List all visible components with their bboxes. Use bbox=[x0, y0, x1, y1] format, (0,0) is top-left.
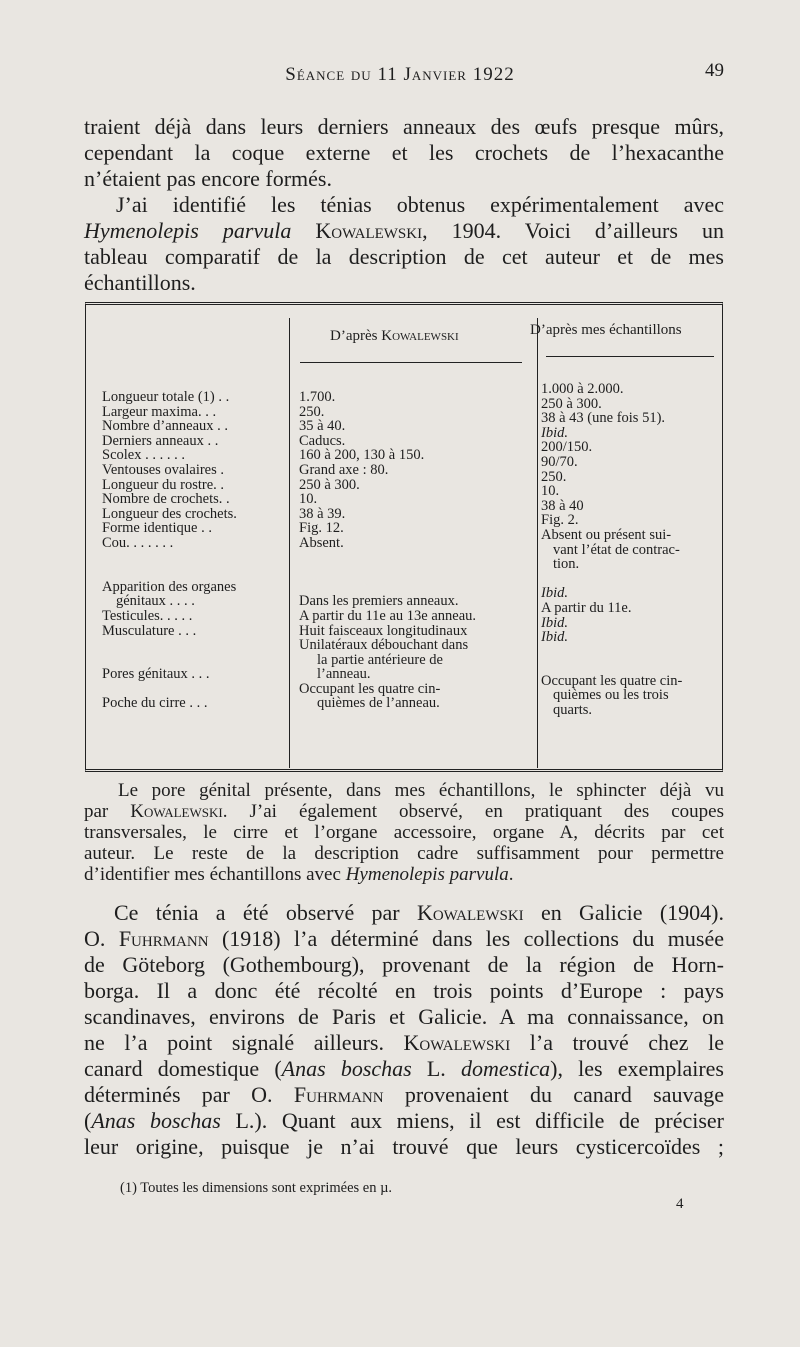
table-label: Testicules. . . . . bbox=[102, 607, 193, 624]
table-cell: 1.000 à 2.000. bbox=[541, 381, 624, 397]
table-cell: 38 à 39. bbox=[299, 505, 346, 522]
table-cell: Fig. 12. bbox=[299, 520, 344, 537]
table-cell: 10. bbox=[541, 483, 560, 500]
table-label: Largeur maxima. . . bbox=[102, 403, 217, 420]
after-table-paragraph bbox=[84, 780, 724, 885]
text-line: ne l’a point signalé ailleurs. Kowalewski l’a trouvé chez le bbox=[84, 1030, 724, 1055]
table-labels bbox=[102, 390, 237, 711]
page-number: 49 bbox=[705, 60, 724, 81]
table-cell: 10. bbox=[299, 491, 318, 508]
table-kowalewski-values bbox=[299, 390, 476, 711]
table-cell: A partir du 11e au 13e anneau. bbox=[299, 607, 477, 624]
table-cell: 250 à 300. bbox=[299, 476, 360, 493]
table-label: génitaux . . . . bbox=[116, 593, 195, 610]
text-fragment: , 1904. Voici d’ailleurs un bbox=[422, 218, 724, 243]
species-variety: domestica bbox=[460, 1056, 551, 1081]
text-line: Ce ténia a été observé par Kowalewski en Galicie (1904). bbox=[114, 900, 725, 925]
table-column-divider bbox=[289, 318, 290, 768]
table-label: Ventouses ovalaires . bbox=[102, 461, 225, 478]
table-header-kowalewski: D’après Kowalewski bbox=[330, 328, 459, 344]
species-name: Hymenolepis parvula bbox=[345, 864, 509, 885]
table-cell: 200/150. bbox=[541, 439, 593, 456]
table-label: Nombre de crochets. . bbox=[102, 491, 230, 508]
table-cell: 90/70. bbox=[541, 453, 578, 470]
text-line: leur origine, puisque je n’ai trouvé que leurs cysticercoïdes ; bbox=[84, 1134, 724, 1159]
table-label: Cou. . . . . . . bbox=[102, 534, 174, 551]
table-cell: Unilatéraux débouchant dans bbox=[299, 637, 469, 654]
table-cell: Occupant les quatre cin- bbox=[299, 680, 441, 697]
species-name: Anas boschas bbox=[281, 1056, 412, 1081]
table-header-rule bbox=[546, 356, 714, 357]
table-cell: Occupant les quatre cin- bbox=[541, 672, 683, 689]
table-cell: Absent. bbox=[299, 534, 344, 551]
table-cell: A partir du 11e. bbox=[541, 599, 632, 616]
text-line: par Kowalewski. J’ai également observé, en pratiquant des coupes bbox=[84, 801, 724, 822]
table-cell: Huit faisceaux longitudinaux bbox=[299, 622, 468, 639]
table-cell: Ibid. bbox=[541, 614, 568, 631]
table-cell: Absent ou présent sui- bbox=[541, 526, 672, 543]
text-line: (Anas boschas L.). Quant aux miens, il est difficile de préciser bbox=[84, 1108, 724, 1133]
table-cell: Ibid. bbox=[541, 424, 568, 441]
text-line: traient déjà dans leurs derniers anneaux des œufs presque mûrs, bbox=[84, 114, 724, 139]
table-header-mine: D’après mes échantillons bbox=[530, 322, 682, 338]
identification-paragraph bbox=[84, 192, 724, 296]
table-label: Poche du cirre . . . bbox=[102, 695, 208, 712]
species-name: Hymenolepis parvula bbox=[84, 218, 292, 243]
table-cell: 250 à 300. bbox=[541, 395, 602, 412]
text-line: d’identifier mes échantillons avec Hymenolepis parvula. bbox=[84, 864, 514, 885]
table-cell: 1.700. bbox=[299, 389, 336, 405]
table-cell: 250. bbox=[541, 468, 567, 485]
table-label: Nombre d’anneaux . . bbox=[102, 418, 229, 435]
table-cell: tion. bbox=[553, 556, 580, 573]
author-name: Kowalewski bbox=[315, 218, 423, 243]
table-cell: quarts. bbox=[553, 702, 593, 719]
text-line: de Göteborg (Gothembourg), provenant de la région de Horn- bbox=[84, 952, 724, 977]
text-line: borga. Il a donc été récolté en trois points d’Europe : pays bbox=[84, 978, 724, 1003]
text-line: cependant la coque externe et les crochets de l’hexacanthe bbox=[84, 140, 724, 165]
table-cell: Caducs. bbox=[299, 432, 346, 449]
text-line: transversales, le cirre et l’organe accessoire, organe A, décrits par cet bbox=[84, 822, 724, 843]
text-line: échantillons. bbox=[84, 270, 196, 295]
table-cell: vant l’état de contrac- bbox=[553, 541, 680, 558]
author-name: Fuhrmann bbox=[293, 1082, 384, 1107]
table-cell: Ibid. bbox=[541, 585, 568, 602]
table-column-divider bbox=[537, 318, 538, 768]
text-line: auteur. Le reste de la description cadre suffisamment pour permettre bbox=[84, 843, 724, 864]
table-cell: Ibid. bbox=[541, 629, 568, 646]
table-cell: Grand axe : 80. bbox=[299, 461, 389, 478]
table-cell: 250. bbox=[299, 403, 325, 420]
footnote: (1) Toutes les dimensions sont exprimées en µ. bbox=[120, 1180, 393, 1196]
table-label: Forme identique . . bbox=[102, 520, 212, 537]
text-line: scandinaves, environs de Paris et Galicie. A ma connaissance, on bbox=[84, 1004, 724, 1029]
table-label: Musculature . . . bbox=[102, 622, 197, 639]
table-cell: quièmes de l’anneau. bbox=[317, 695, 440, 712]
text-line: Le pore génital présente, dans mes échantillons, le sphincter déjà vu bbox=[118, 780, 724, 801]
table-label: Derniers anneaux . . bbox=[102, 432, 219, 449]
text-line bbox=[84, 218, 724, 244]
table-header-rule bbox=[300, 362, 522, 363]
running-header: Séance du 11 Janvier 1922 bbox=[285, 64, 515, 85]
table-cell: la partie antérieure de bbox=[317, 651, 443, 668]
table-cell: 35 à 40. bbox=[299, 418, 346, 435]
table-label: Scolex . . . . . . bbox=[102, 447, 185, 464]
table-label: Pores génitaux . . . bbox=[102, 666, 210, 683]
table-label: Longueur des crochets. bbox=[102, 505, 237, 522]
distribution-paragraph bbox=[84, 900, 724, 1160]
text-line: J’ai identifié les ténias obtenus expérimentalement avec bbox=[116, 192, 724, 217]
text-line: tableau comparatif de la description de cet auteur et de mes bbox=[84, 244, 724, 269]
author-name: Kowalewski bbox=[416, 900, 524, 925]
table-mine-values bbox=[541, 382, 682, 718]
text-line: n’étaient pas encore formés. bbox=[84, 166, 332, 191]
author-name: Fuhrmann bbox=[118, 926, 209, 951]
author-name: Kowalewski bbox=[130, 801, 223, 822]
table-cell: 38 à 43 (une fois 51). bbox=[541, 410, 666, 427]
table-cell: 160 à 200, 130 à 150. bbox=[299, 447, 425, 464]
text-line: déterminés par O. Fuhrmann provenaient du canard sauvage bbox=[84, 1082, 724, 1107]
table-label: Longueur du rostre. . bbox=[102, 476, 225, 493]
text-line: O. Fuhrmann (1918) l’a déterminé dans les collections du musée bbox=[84, 926, 724, 951]
intro-paragraph bbox=[84, 114, 724, 192]
author-name: Kowalewski bbox=[403, 1030, 511, 1055]
species-name: Anas boschas bbox=[91, 1108, 221, 1133]
table-label: Longueur totale (1) . . bbox=[102, 389, 230, 405]
table-cell: quièmes ou les trois bbox=[553, 687, 669, 704]
signature-mark: 4 bbox=[676, 1196, 684, 1212]
table-cell: l’anneau. bbox=[317, 666, 371, 683]
table-label: Apparition des organes bbox=[102, 578, 237, 595]
table-cell: Dans les premiers anneaux. bbox=[299, 593, 459, 610]
text-line: canard domestique (Anas boschas L. domestica), les exemplaires bbox=[84, 1056, 724, 1081]
table-cell: 38 à 40 bbox=[541, 497, 584, 514]
table-cell: Fig. 2. bbox=[541, 512, 579, 529]
